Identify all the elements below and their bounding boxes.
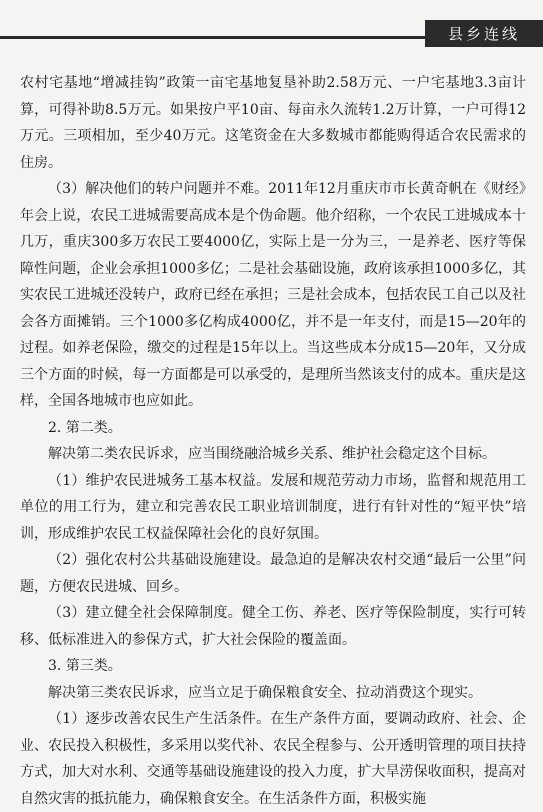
article-body (20, 70, 526, 812)
section-heading-3: 3. 第三类。 (48, 658, 122, 674)
paragraph-7: 解决第三类农民诉求，应当立足于确保粮食安全、拉动消费这个现实。 (48, 684, 482, 701)
paragraph-6: （3）建立健全社会保障制度。健全工伤、养老、医疗等保险制度，实行可转移、低标准进入的参保方式，扩大社会保险的覆盖面。 (20, 605, 526, 648)
section-heading-2: 2. 第二类。 (48, 419, 122, 436)
section-tag: 县乡连线 (425, 20, 543, 47)
paragraph-3: 解决第二类农民诉求，应当围绕融洽城乡关系、维护社会稳定这个目标。 (48, 446, 496, 462)
paragraph-4: （1）维护农民进城务工基本权益。发展和规范劳动力市场，监督和规范用工单位的用工行为，建立和完善农民工职业培训制度，进行有针对性的“短平快”培训，形成维护农民工权益保障社会化的良好氛围。 (20, 472, 526, 542)
paragraph-8: （1）逐步改善农民生产生活条件。在生产条件方面，要调动政府、社会、企业、农民投入积极性，多采用以奖代补、农民全程参与、公开透明管理的项目扶持方式，加大对水利、交通等基础设施建设的投入力度，扩大旱涝保收面积，提高对自然灾害的抵抗能力，确保粮食安全。在生活条件方面，积极实施 (20, 711, 526, 807)
paragraph-1: 农村宅基地“增减挂钩”政策一亩宅基地复垦补助2.58万元、一户宅基地3.3亩计算，可得补助8.5万元。如果按户平10亩、每亩永久流转1.2万计算，一户可得12万元。三项相加，至少40万元。这笔资金在大多数城市都能购得适合农民需求的住房。 (20, 75, 526, 171)
paragraph-2: （3）解决他们的转户问题并不难。2011年12月重庆市市长黄奇帆在《财经》年会上说，农民工进城需要高成本是个伪命题。他介绍称，一个农民工进城成本十几万，重庆300多万农民工要4000亿，实际上是一分为三，一是养老、医疗等保障性问题，企业会承担1000多亿；二是社会基础设施，政府该承担1000多亿，其实农民工进城还没转户，政府已经在承担；三是社会成本，包括农民工自己以及社会各方面摊销。三个1000多亿构成4000亿，并不是一年支付，而是15—20年的过程。如养老保险，缴交的过程是15年以上。当这些成本分成15—20年，又分成三个方面的时候，每一方面都是可以承受的，是理所当然该支付的成本。重庆是这样，全国各地城市也应如此。 (20, 181, 526, 409)
paragraph-5: （2）强化农村公共基础设施建设。最急迫的是解决农村交通“最后一公里”问题，方便农民进城、回乡。 (20, 552, 526, 595)
